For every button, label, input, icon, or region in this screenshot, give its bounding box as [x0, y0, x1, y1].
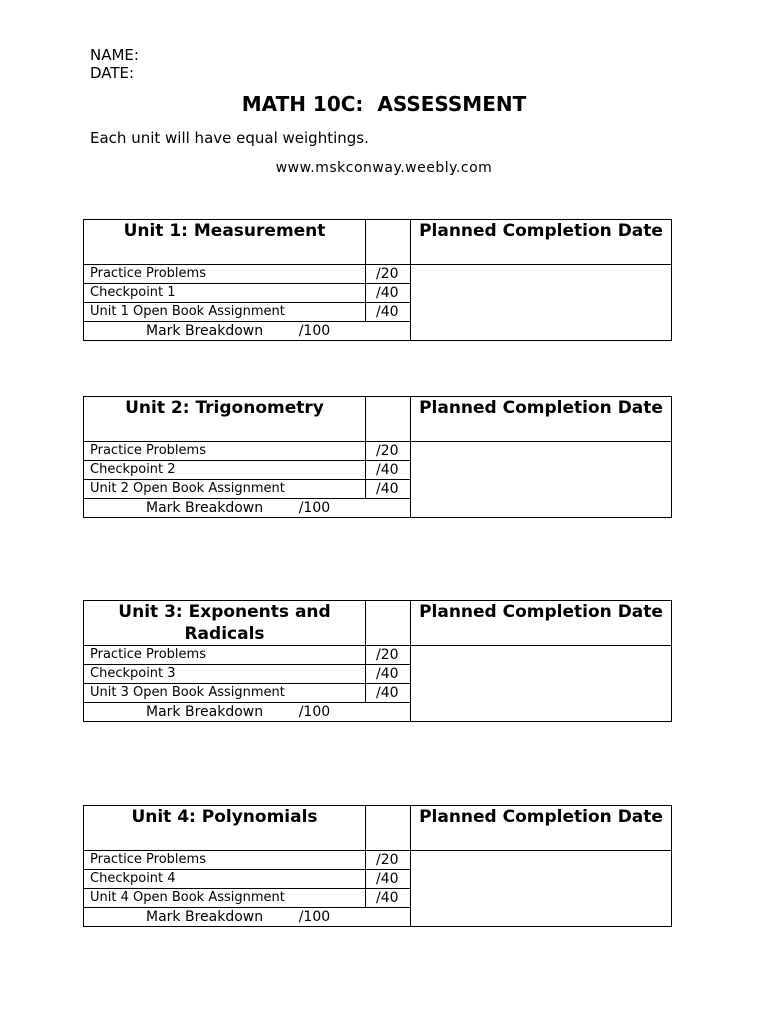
unit-3-score-assignment: /40	[366, 684, 411, 703]
unit-1-table	[83, 219, 672, 341]
unit-2-item-checkpoint: Checkpoint 2	[84, 461, 366, 480]
unit-3-score-header	[366, 601, 411, 646]
unit-4-date-header: Planned Completion Date	[411, 806, 672, 851]
unit-2-score-checkpoint: /40	[366, 461, 411, 480]
unit-2-score-header	[366, 397, 411, 442]
unit-3-date-header: Planned Completion Date	[411, 601, 672, 646]
unit-4-score-checkpoint: /40	[366, 870, 411, 889]
unit-3-item-assignment: Unit 3 Open Book Assignment	[84, 684, 366, 703]
unit-2-mark-breakdown: Mark Breakdown /100	[84, 499, 411, 518]
unit-1-item-assignment: Unit 1 Open Book Assignment	[84, 303, 366, 322]
unit-4-item-assignment: Unit 4 Open Book Assignment	[84, 889, 366, 908]
unit-1-item-practice: Practice Problems	[84, 265, 366, 284]
unit-4-completion-date-field[interactable]	[411, 851, 672, 927]
unit-1-completion-date-field[interactable]	[411, 265, 672, 341]
unit-1-mark-breakdown: Mark Breakdown /100	[84, 322, 411, 341]
unit-3-title: Unit 3: Exponents and Radicals	[84, 601, 366, 646]
unit-3-mark-breakdown: Mark Breakdown /100	[84, 703, 411, 722]
unit-2-completion-date-field[interactable]	[411, 442, 672, 518]
unit-3-item-checkpoint: Checkpoint 3	[84, 665, 366, 684]
unit-2-item-practice: Practice Problems	[84, 442, 366, 461]
weighting-note: Each unit will have equal weightings.	[90, 129, 369, 147]
unit-4-item-practice: Practice Problems	[84, 851, 366, 870]
unit-3-item-practice: Practice Problems	[84, 646, 366, 665]
unit-1-score-header	[366, 220, 411, 265]
unit-1-score-practice: /20	[366, 265, 411, 284]
unit-4-title: Unit 4: Polynomials	[84, 806, 366, 851]
unit-2-score-practice: /20	[366, 442, 411, 461]
unit-4-score-header	[366, 806, 411, 851]
unit-4-mark-breakdown: Mark Breakdown /100	[84, 908, 411, 927]
unit-3-completion-date-field[interactable]	[411, 646, 672, 722]
date-label: DATE:	[90, 64, 135, 82]
unit-2-table	[83, 396, 672, 518]
unit-1-score-assignment: /40	[366, 303, 411, 322]
unit-4-item-checkpoint: Checkpoint 4	[84, 870, 366, 889]
unit-2-title: Unit 2: Trigonometry	[84, 397, 366, 442]
unit-1-title: Unit 1: Measurement	[84, 220, 366, 265]
unit-1-score-checkpoint: /40	[366, 284, 411, 303]
unit-3-table	[83, 600, 672, 722]
unit-2-score-assignment: /40	[366, 480, 411, 499]
unit-2-date-header: Planned Completion Date	[411, 397, 672, 442]
unit-3-score-practice: /20	[366, 646, 411, 665]
unit-2-item-assignment: Unit 2 Open Book Assignment	[84, 480, 366, 499]
unit-4-table	[83, 805, 672, 927]
page-title: MATH 10C: ASSESSMENT	[241, 92, 527, 116]
unit-1-item-checkpoint: Checkpoint 1	[84, 284, 366, 303]
unit-3-score-checkpoint: /40	[366, 665, 411, 684]
unit-4-score-assignment: /40	[366, 889, 411, 908]
name-label: NAME:	[90, 46, 139, 64]
unit-1-date-header: Planned Completion Date	[411, 220, 672, 265]
unit-4-score-practice: /20	[366, 851, 411, 870]
website-link[interactable]: www.mskconway.weebly.com	[275, 160, 493, 176]
